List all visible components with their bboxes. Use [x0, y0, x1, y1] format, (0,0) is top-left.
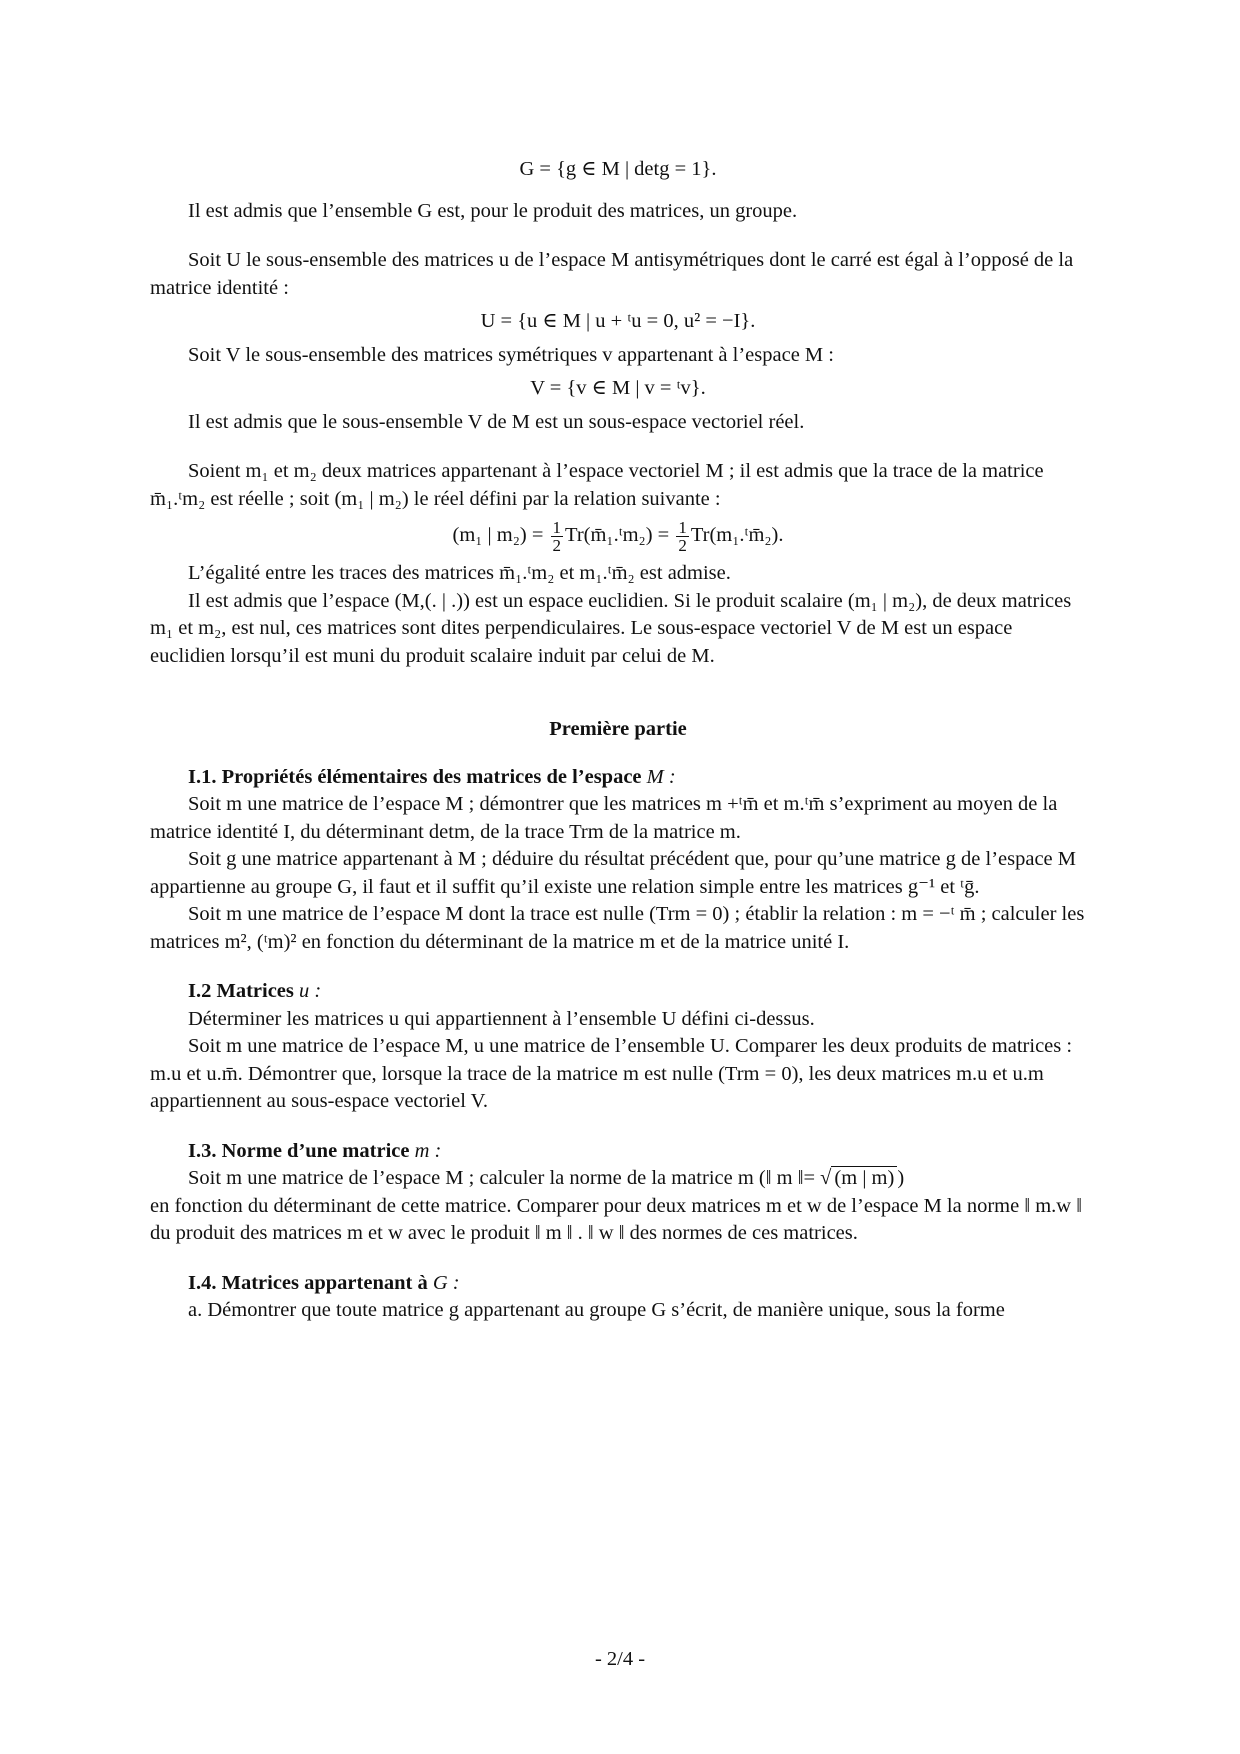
section-2-para-2: Soit m une matrice de l’espace M, u une matrice de l’ensemble U. Comparer les deux produits de matrices : m.u et u.m̄. Démontrer que, lorsque la trace de la matrice m est nulle (Trm = 0), les deux matrices m.u et u.m appartiennent au sous-espace vectoriel V. — [150, 1035, 1073, 1112]
section-4-para-1: a. Démontrer que toute matrice g appartenant au groupe G s’écrit, de manière unique, sous la forme — [188, 1299, 1005, 1321]
section-4-heading: I.4. Matrices appartenant à G : — [188, 1271, 460, 1294]
scalar-right: Tr(m₁.ᵗm̄₂). — [690, 524, 784, 547]
equation-U: U = {u ∈ M | u + ᵗu = 0, u² = −I}. — [480, 310, 756, 332]
fraction-half-2: $\frac{1}{2}$ — [678, 518, 687, 555]
section-3-heading: I.3. Norme d’une matrice m : — [188, 1139, 442, 1162]
equation-scalar-product — [150, 519, 1086, 554]
section-1-para-3: Soit m une matrice de l’espace M dont la trace est nulle (Trm = 0) ; établir la relation : m = −ᵗ m̄ ; calculer les matrices m², (ᵗm)² en fonction du déterminant de la matrice m et de la matrice unité I. — [150, 903, 1085, 953]
norm-definition: (‖ m ‖= √ (m | m) ) — [758, 1167, 905, 1189]
section-1-heading: I.1. Propriétés élémentaires des matrices de l’espace M : — [188, 765, 676, 788]
section-3-para-1b: en fonction du déterminant de cette matrice. Comparer pour deux matrices m et w de l’espace M la norme ‖ m.w ‖ du produit des matrices m et w avec le produit ‖ m ‖ . ‖ w ‖ des normes de ces matrices. — [150, 1194, 1082, 1244]
section-1-para-1: Soit m une matrice de l’espace M ; démontrer que les matrices m +ᵗm̄ et m.ᵗm̄ s’expriment au moyen de la matrice identité I, du déterminant detm, de la trace Trm de la matrice m. — [150, 793, 1058, 843]
para-V: Soit V le sous-ensemble des matrices symétriques v appartenant à l’espace M : — [188, 343, 834, 366]
fraction-half-1: $\frac{1}{2}$ — [552, 518, 562, 555]
para-euclidean: Il est admis que l’espace (M,(. | .)) est un espace euclidien. Si le produit scalaire (m₁ | m₂), de deux matrices m₁ et m₂, est nul, ces matrices sont dites perpendiculaires. Le sous-espace vectoriel V de M est un espace euclidien lorsqu’il est muni du produit scalaire induit par celui de M. — [150, 589, 1072, 667]
section-2-heading: I.2 Matrices u : — [188, 980, 322, 1002]
page-body — [150, 150, 1086, 1325]
equation-G-set: G = {g ∈ M | detg = 1}. — [519, 158, 717, 180]
section-2-para-1: Déterminer les matrices u qui appartiennent à l’ensemble U défini ci-dessus. — [188, 1007, 815, 1030]
page-number: - 2/4 - — [594, 1648, 646, 1670]
para-U: Soit U le sous-ensemble des matrices u de l’espace M antisymétriques dont le carré est égal à l’opposé de la matrice identité : — [150, 249, 1074, 299]
para-group: Il est admis que l’ensemble G est, pour le produit des matrices, un groupe. — [188, 199, 798, 222]
equation-V: V = {v ∈ M | v = ᵗv}. — [530, 377, 706, 399]
para-traces: L’égalité entre les traces des matrices m̄₁.ᵗm₂ et m₁.ᵗm̄₂ est admise. — [188, 562, 731, 584]
para-m1-m2: Soient m₁ et m₂ deux matrices appartenant à l’espace vectoriel M ; il est admis que la trace de la matrice m̄₁.ᵗm₂ est réelle ; soit (m₁ | m₂) le réel défini par la relation suivante : — [150, 460, 1044, 510]
para-V-subspace: Il est admis que le sous-ensemble V de M est un sous-espace vectoriel réel. — [188, 410, 805, 433]
scalar-mid: Tr(m̄₁.ᵗm₂) = — [565, 524, 670, 547]
section-3-para-1a: Soit m une matrice de l’espace M ; calculer la norme de la matrice m (‖ m ‖= √ (m | m) ) — [188, 1167, 905, 1189]
scalar-left: (m₁ | m₂) = — [452, 524, 544, 547]
part-title: Première partie — [549, 718, 687, 740]
section-1-para-2: Soit g une matrice appartenant à M ; déduire du résultat précédent que, pour qu’une matrice g de l’espace M appartienne au groupe G, il faut et il suffit qu’il existe une relation simple entre les matrices g⁻¹ et ᵗḡ. — [150, 848, 1076, 898]
